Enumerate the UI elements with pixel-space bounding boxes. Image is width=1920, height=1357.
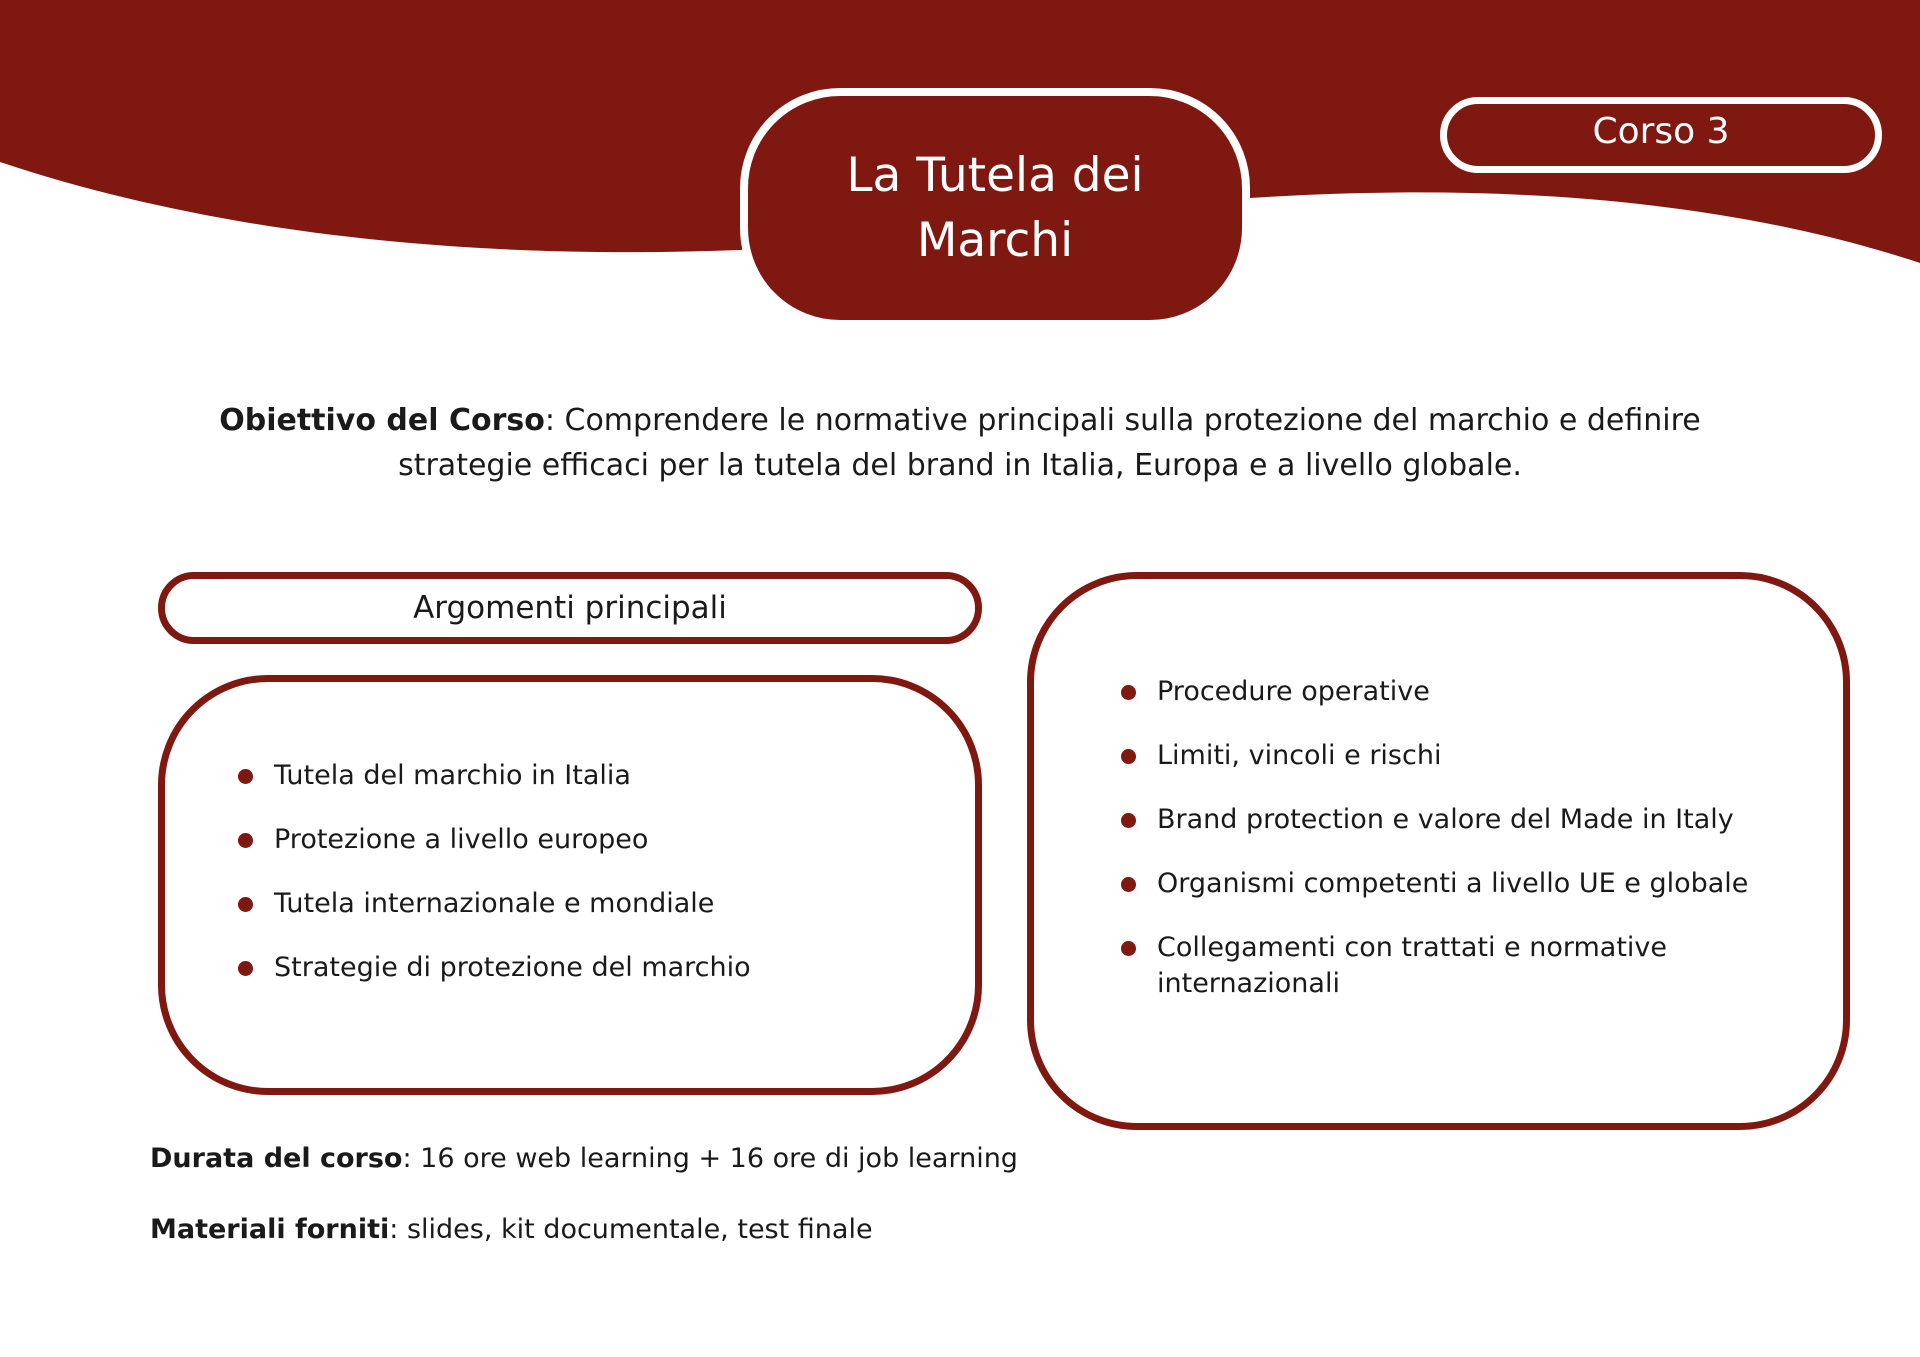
course-objective — [150, 398, 1770, 488]
bullet-icon — [1121, 685, 1136, 700]
list-item: Collegamenti con trattati e normative internazionali — [1121, 930, 1821, 1002]
list-item: Procedure operative — [1121, 674, 1821, 710]
course-duration — [150, 1141, 1018, 1177]
topics-list-right — [1121, 674, 1821, 1030]
duration-text: : 16 ore web learning + 16 ore di job learning — [402, 1143, 1018, 1174]
course-number-label: Corso 3 — [1592, 110, 1730, 152]
list-item: Strategie di protezione del marchio — [238, 950, 938, 986]
list-item: Brand protection e valore del Made in Italy — [1121, 802, 1821, 838]
bullet-icon — [1121, 877, 1136, 892]
list-item: Tutela internazionale e mondiale — [238, 886, 938, 922]
list-item: Protezione a livello europeo — [238, 822, 938, 858]
bullet-icon — [238, 833, 253, 848]
materials-text: : slides, kit documentale, test finale — [389, 1214, 873, 1245]
page-title: La Tutela dei Marchi — [846, 148, 1144, 268]
bullet-icon — [1121, 813, 1136, 828]
topics-header-label: Argomenti principali — [413, 590, 727, 626]
bullet-icon — [238, 897, 253, 912]
topics-list-left — [238, 758, 938, 1014]
materials-label: Materiali forniti — [150, 1214, 390, 1245]
objective-label: Obiettivo del Corso — [219, 403, 545, 438]
list-item: Organismi competenti a livello UE e globale — [1121, 866, 1821, 902]
bullet-icon — [1121, 749, 1136, 764]
title-badge — [740, 88, 1250, 328]
course-number-badge — [1440, 97, 1882, 173]
duration-label: Durata del corso — [150, 1143, 403, 1174]
course-materials — [150, 1212, 873, 1248]
objective-text: : Comprendere le normative principali sulla protezione del marchio e definire strategie efficaci per la tutela del brand in Italia, Europa e a livello globale. — [398, 403, 1701, 483]
list-item: Tutela del marchio in Italia — [238, 758, 938, 794]
topics-header — [158, 572, 982, 644]
list-item: Limiti, vincoli e rischi — [1121, 738, 1821, 774]
bullet-icon — [238, 961, 253, 976]
bullet-icon — [238, 769, 253, 784]
bullet-icon — [1121, 941, 1136, 956]
